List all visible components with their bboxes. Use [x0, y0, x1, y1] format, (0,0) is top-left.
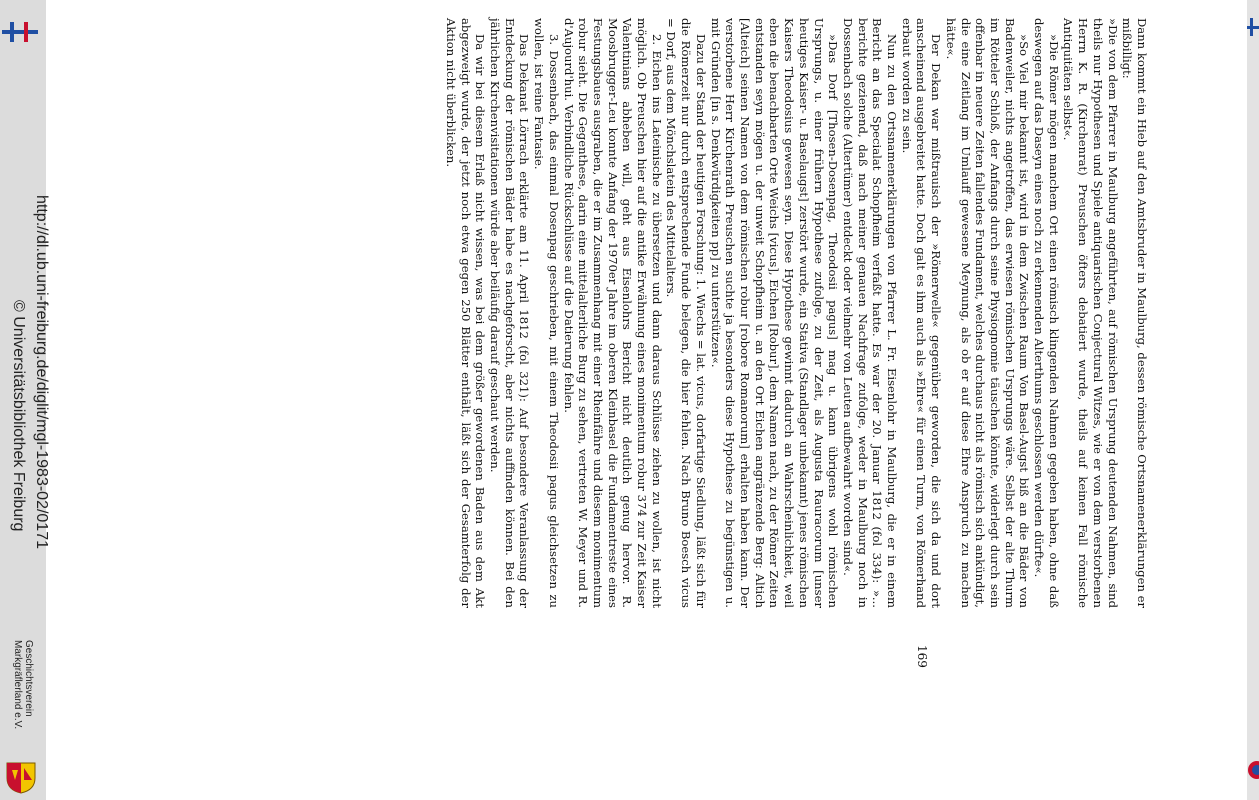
paragraph: Da wir bei diesem Erlaß nicht wissen, was bei dem größer gewordenen Baden aus dem Akt abgezweigt wurde, der jetzt noch etwa gegen 250 Blätter enthält, läßt sich der Gesamterfolg der Aktion nicht überblicken. — [443, 18, 488, 608]
paragraph: »So Viel mir bekannt ist, wird in dem Zwischen Raum Von Basel-Augst biß an die Bäder von Badenweiler, nichts angetroffen, das erwiesen römischen Ursprungs wäre. Selbst der alte Thurm im Rötteler Schloß, der Anfangs durch seine Physiognomie täuschen könnte, widerlegt durch sein offenbar in neuere Zeiten fallendes Fundament, welches durchaus nicht als römisch sich ankündigt, die eine Zeitlang im Umlauff gewesene Meynung, als ob er auf diese Ehre Anspruch zu machen hätte«. — [943, 18, 1032, 608]
paragraph: 2. Eichen ins Lateinische zu übersetzen und dann daraus Schlüsse ziehen zu wollen, ist nicht möglich. Ob Preuschen hier auf die antike Erwähnung eines monimentum robur 374 zur Zeit Kaiser Valentinians abheben will, geht aus Eisenlohrs Bericht nicht deutlich genug hervor. R. Moosbrugger-Leu konnte Anfang der 1970er Jahre im oberen Kleinbasel die Fundamentreste eines Festungsbaues ausgraben, die er im Zusammenhang mit einer Rheinfähre und diesem monimentum robur sieht. Die Gegenthese, darin eine mittelalterliche Burg zu sehen, vertreten W. Meyer und R. d'Aujourd'hui. Verbindliche Rückschlüsse auf die Datierung fehlen. — [561, 18, 664, 608]
society-name — [12, 640, 34, 729]
document-body — [443, 18, 1149, 608]
page-number: 169 — [915, 645, 929, 668]
source-url[interactable]: http://dl.ub.uni-freiburg.de/diglit/mgl-1983-02/0171 — [33, 195, 50, 549]
paragraph: »Das Dorf [Thosen-Dosenpag, Theodosii pagus] mag u. kann übrigens wohl römischen Ursprungs, u. einer frühern Hypothese zufolge, zu der Zeit, als Augusta Rauracorum [unser heutiges Kaiser- u. Baselaugst] zerstört wurde, ein Stativa (Standlager unbekannt) jenes römischen Kaisers Theodosius gewesen seyn. Diese Hypothese gewinnt dadurch an Wahrscheinlichkeit, weil eben die benachbarten Orte Weichs [vicus], Eichen [Robur], dem Namen nach, zu der Römer Zeiten entstanden seyn mögen u. der unweit Schopfheim u. an den Ort Eichen angränzende Berg: Altich [Alteich] seinen Namen von dem römischen robur [robore Romanorum] erhalten haben kann. Der verstorbene Herr Kirchenrath Preuschen suchte ja besonders diese Hypothese zu begünstigen u. mit Gründen [in s. Denkwürdigkeiten pp] zu unterstützen«. — [708, 18, 841, 608]
copyright-notice: © Universitätsbibliothek Freiburg — [10, 300, 27, 532]
paragraph: Dazu der Stand der heutigen Forschung: 1. Wiechs = lat. vicus, dorfartige Siedlung, läßt sich für die Römerzeit nur durch entsprechende Funde belegen, die hier fehlen. Nach Bruno Boesch vicus = Dorf, aus dem Mönchslatein des Mittelalters. — [664, 18, 708, 608]
paragraph: »Die Römer mögen manchem Ort einen römisch klingenden Nahmen gegeben haben, ohne daß deswegen auf das Daseyn eines noch zu erkennenden Alterthums geschlossen werden dürfte«. — [1032, 18, 1061, 608]
paragraph: Dann kommt ein Hieb auf den Amtsbruder in Maulburg, dessen römische Ortsnamenerklärungen er mißbilligt: — [1120, 18, 1149, 609]
paragraph: Der Dekan war mißtrauisch der »Römerwelle« gegenüber geworden, die sich da und dort anscheinend ausgebreitet hatte. Doch galt es ihm auch als »Ehre« für einen Turm, von Römerhand erbaut worden zu sein. — [899, 18, 944, 608]
society-name-line: Markgräflerland e.V. — [12, 640, 23, 730]
society-name-line: Geschichtsverein — [23, 640, 34, 717]
paragraph: »Die von dem Pfarrer in Maulburg angeführten, auf römischen Ursprung deutenden Nahmen, sind theils nur Hypothesen und Spiele antiquarischen Conjectural Witzes, wie er von dem verstorbenen Herrn K. R. (Kirchenrat) Preuschen öfters debatiert wurde, theils auf keinen Fall römische Antiquitäten selbst«. — [1061, 18, 1120, 608]
paragraph: 3. Dossenbach, das einmal Dosenpag geschrieben, mit einem Theodosii pagus gleichsetzen zu wollen, ist reine Fantasie. — [532, 18, 561, 608]
paragraph: Nun zu den Ortsnamenerklärungen von Pfarrer L. Fr. Eisenlohr in Maulburg, die er in einem Bericht an das Specialat Schopfheim verfaßt hatte. Es war der 20. Januar 1812 (fol 334): »... berichte gezienend, daß nach meiner genauen Nachfrage zufolge, weder in Maulburg noch in Dossenbach solche (Altertümer) entdeckt oder vielmehr von Leuten aufbewahrt worden sind«. — [840, 18, 900, 608]
paragraph: Das Dekanat Lörrach erklärte am 11. April 1812 (fol 321): Auf besondere Veranlassung der Entdeckung der römischen Bäder habe es nachgeforscht, aber nichts auffinden können. Bei den jährlichen Kirchenvisitationen würde aber beiläufig darauf geschaut werden. — [488, 18, 532, 608]
